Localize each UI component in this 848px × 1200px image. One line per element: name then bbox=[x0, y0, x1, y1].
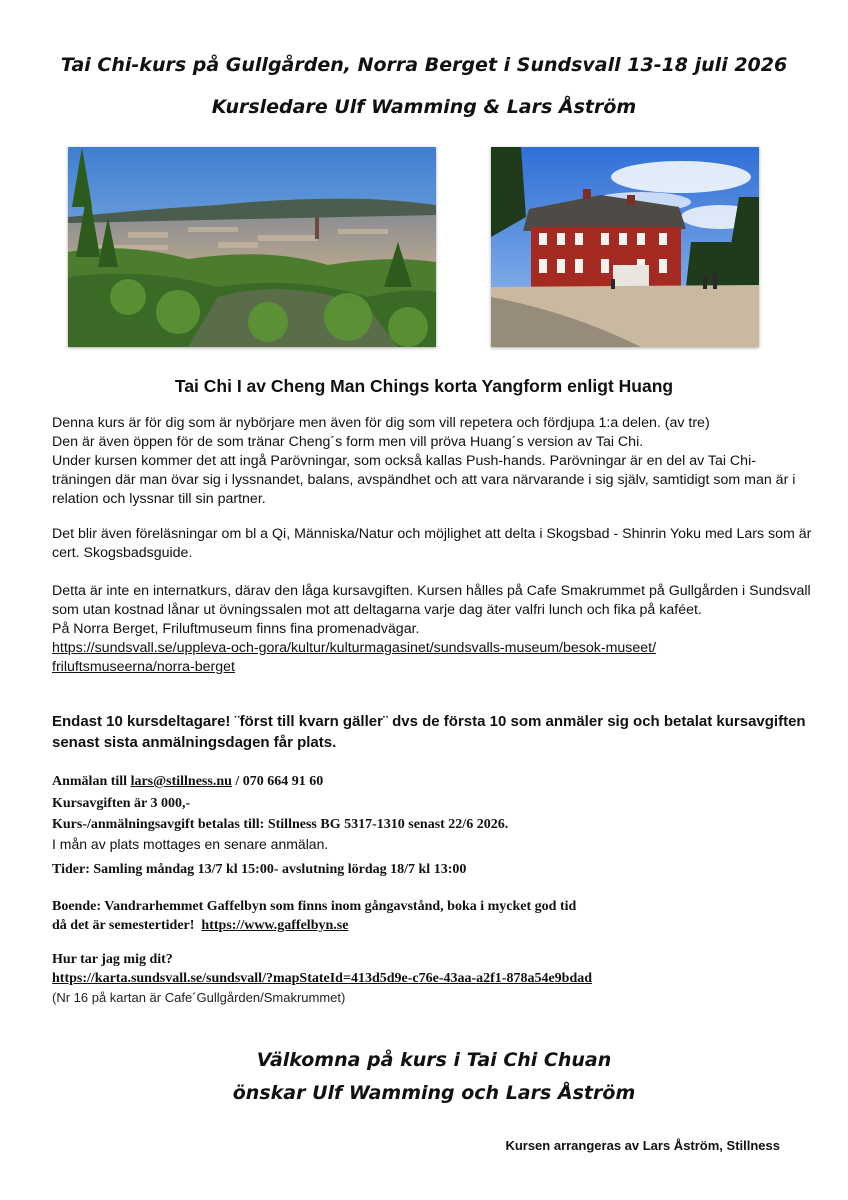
map-note: (Nr 16 på kartan är Cafe´Gullgården/Smakrummet) bbox=[52, 990, 346, 1005]
limited-seats-notice bbox=[52, 711, 812, 753]
venue-paragraph bbox=[52, 582, 812, 677]
intro-paragraph bbox=[52, 414, 812, 509]
payment-info: Kurs-/anmälningsavgift betalas till: Stillness BG 5317-1310 senast 22/6 2026. bbox=[52, 817, 509, 832]
intro-line: Den är även öppen för de som tränar Cheng´s form men vill pröva Huang´s version av Tai Chi. bbox=[52, 434, 644, 450]
gullgarden-house-photo bbox=[491, 147, 759, 347]
gaffelbyn-link[interactable]: https://www.gaffelbyn.se bbox=[201, 918, 349, 933]
lodging-text-2 bbox=[52, 916, 812, 935]
lodging-text: Boende: Vandrarhemmet Gaffelbyn som finns inom gångavstånd, boka i mycket god tid bbox=[52, 899, 577, 914]
course-fee: Kursavgiften är 3 000,- bbox=[52, 796, 191, 811]
closing-signature: önskar Ulf Wamming och Lars Åström bbox=[232, 1082, 636, 1104]
course-title: Tai Chi-kurs på Gullgården, Norra Berget i Sundsvall 13-18 juli 2026 bbox=[60, 54, 788, 76]
closing-welcome: Välkomna på kurs i Tai Chi Chuan bbox=[256, 1049, 612, 1071]
lodging-info bbox=[52, 897, 812, 935]
museum-link-continued[interactable]: friluftsmuseerna/norra-berget bbox=[52, 659, 235, 675]
phone-number: / 070 664 91 60 bbox=[235, 774, 324, 789]
schedule-times: Tider: Samling måndag 13/7 kl 15:00- avslutning lördag 18/7 kl 13:00 bbox=[52, 862, 467, 877]
museum-text: På Norra Berget, Friluftmuseum finns fina promenadvägar. bbox=[52, 621, 420, 637]
lectures-text: Det blir även föreläsningar om bl a Qi, Människa/Natur och möjlighet att delta i Skogsbad - Shinrin Yoku med Lars som är cert. Skogsbadsguide. bbox=[52, 526, 812, 561]
map-link[interactable]: https://karta.sundsvall.se/sundsvall/?mapStateId=413d5d9e-c76e-43aa-a2f1-878a54e9bdad bbox=[52, 971, 593, 986]
sundsvall-city-view-photo bbox=[68, 147, 436, 347]
directions-question: Hur tar jag mig dit? bbox=[52, 952, 173, 967]
intro-line: Under kursen kommer det att ingå Parövningar, som också kallas Push-hands. Parövningar är en del av Tai Chi-träningen där man övar sig i lyssnandet, balans, avspändhet och att vara närvarande i sig själv, samtidigt som man är i relation och lyssnar till sin partner. bbox=[52, 453, 796, 507]
registration-label: Anmälan till bbox=[52, 774, 128, 789]
course-leaders: Kursledare Ulf Wamming & Lars Åström bbox=[211, 96, 637, 118]
lectures-paragraph bbox=[52, 525, 812, 563]
museum-link[interactable]: https://sundsvall.se/uppleva-och-gora/kultur/kulturmagasinet/sundsvalls-museum/besok-museet/ bbox=[52, 640, 657, 656]
course-subtitle: Tai Chi I av Cheng Man Chings korta Yangform enligt Huang bbox=[174, 376, 674, 396]
registration-line bbox=[52, 774, 323, 790]
venue-text: Detta är inte en internatkurs, därav den låga kursavgiften. Kursen hålles på Cafe Smakrummet på Gullgården i Sundsvall som utan kostnad lånar ut övningssalen mot att deltagarna varje dag äter valfri lunch och fika på kaféet. bbox=[52, 583, 811, 618]
intro-line: Denna kurs är för dig som är nybörjare men även för dig som vill repetera och fördjupa 1:a delen. (av tre) bbox=[52, 415, 710, 431]
email-link[interactable]: lars@stillness.nu bbox=[130, 774, 232, 789]
late-registration-note: I mån av plats mottages en senare anmälan. bbox=[52, 836, 329, 852]
organizer-footer: Kursen arrangeras av Lars Åström, Stillness bbox=[505, 1138, 780, 1153]
notice-text: Endast 10 kursdeltagare! ¨först till kvarn gäller¨ dvs de första 10 som anmäler sig och betalat kursavgiften senast sista anmälningsdagen får plats. bbox=[52, 713, 806, 751]
lodging-note: då det är semestertider! bbox=[52, 918, 195, 933]
map-link-line bbox=[52, 971, 592, 987]
